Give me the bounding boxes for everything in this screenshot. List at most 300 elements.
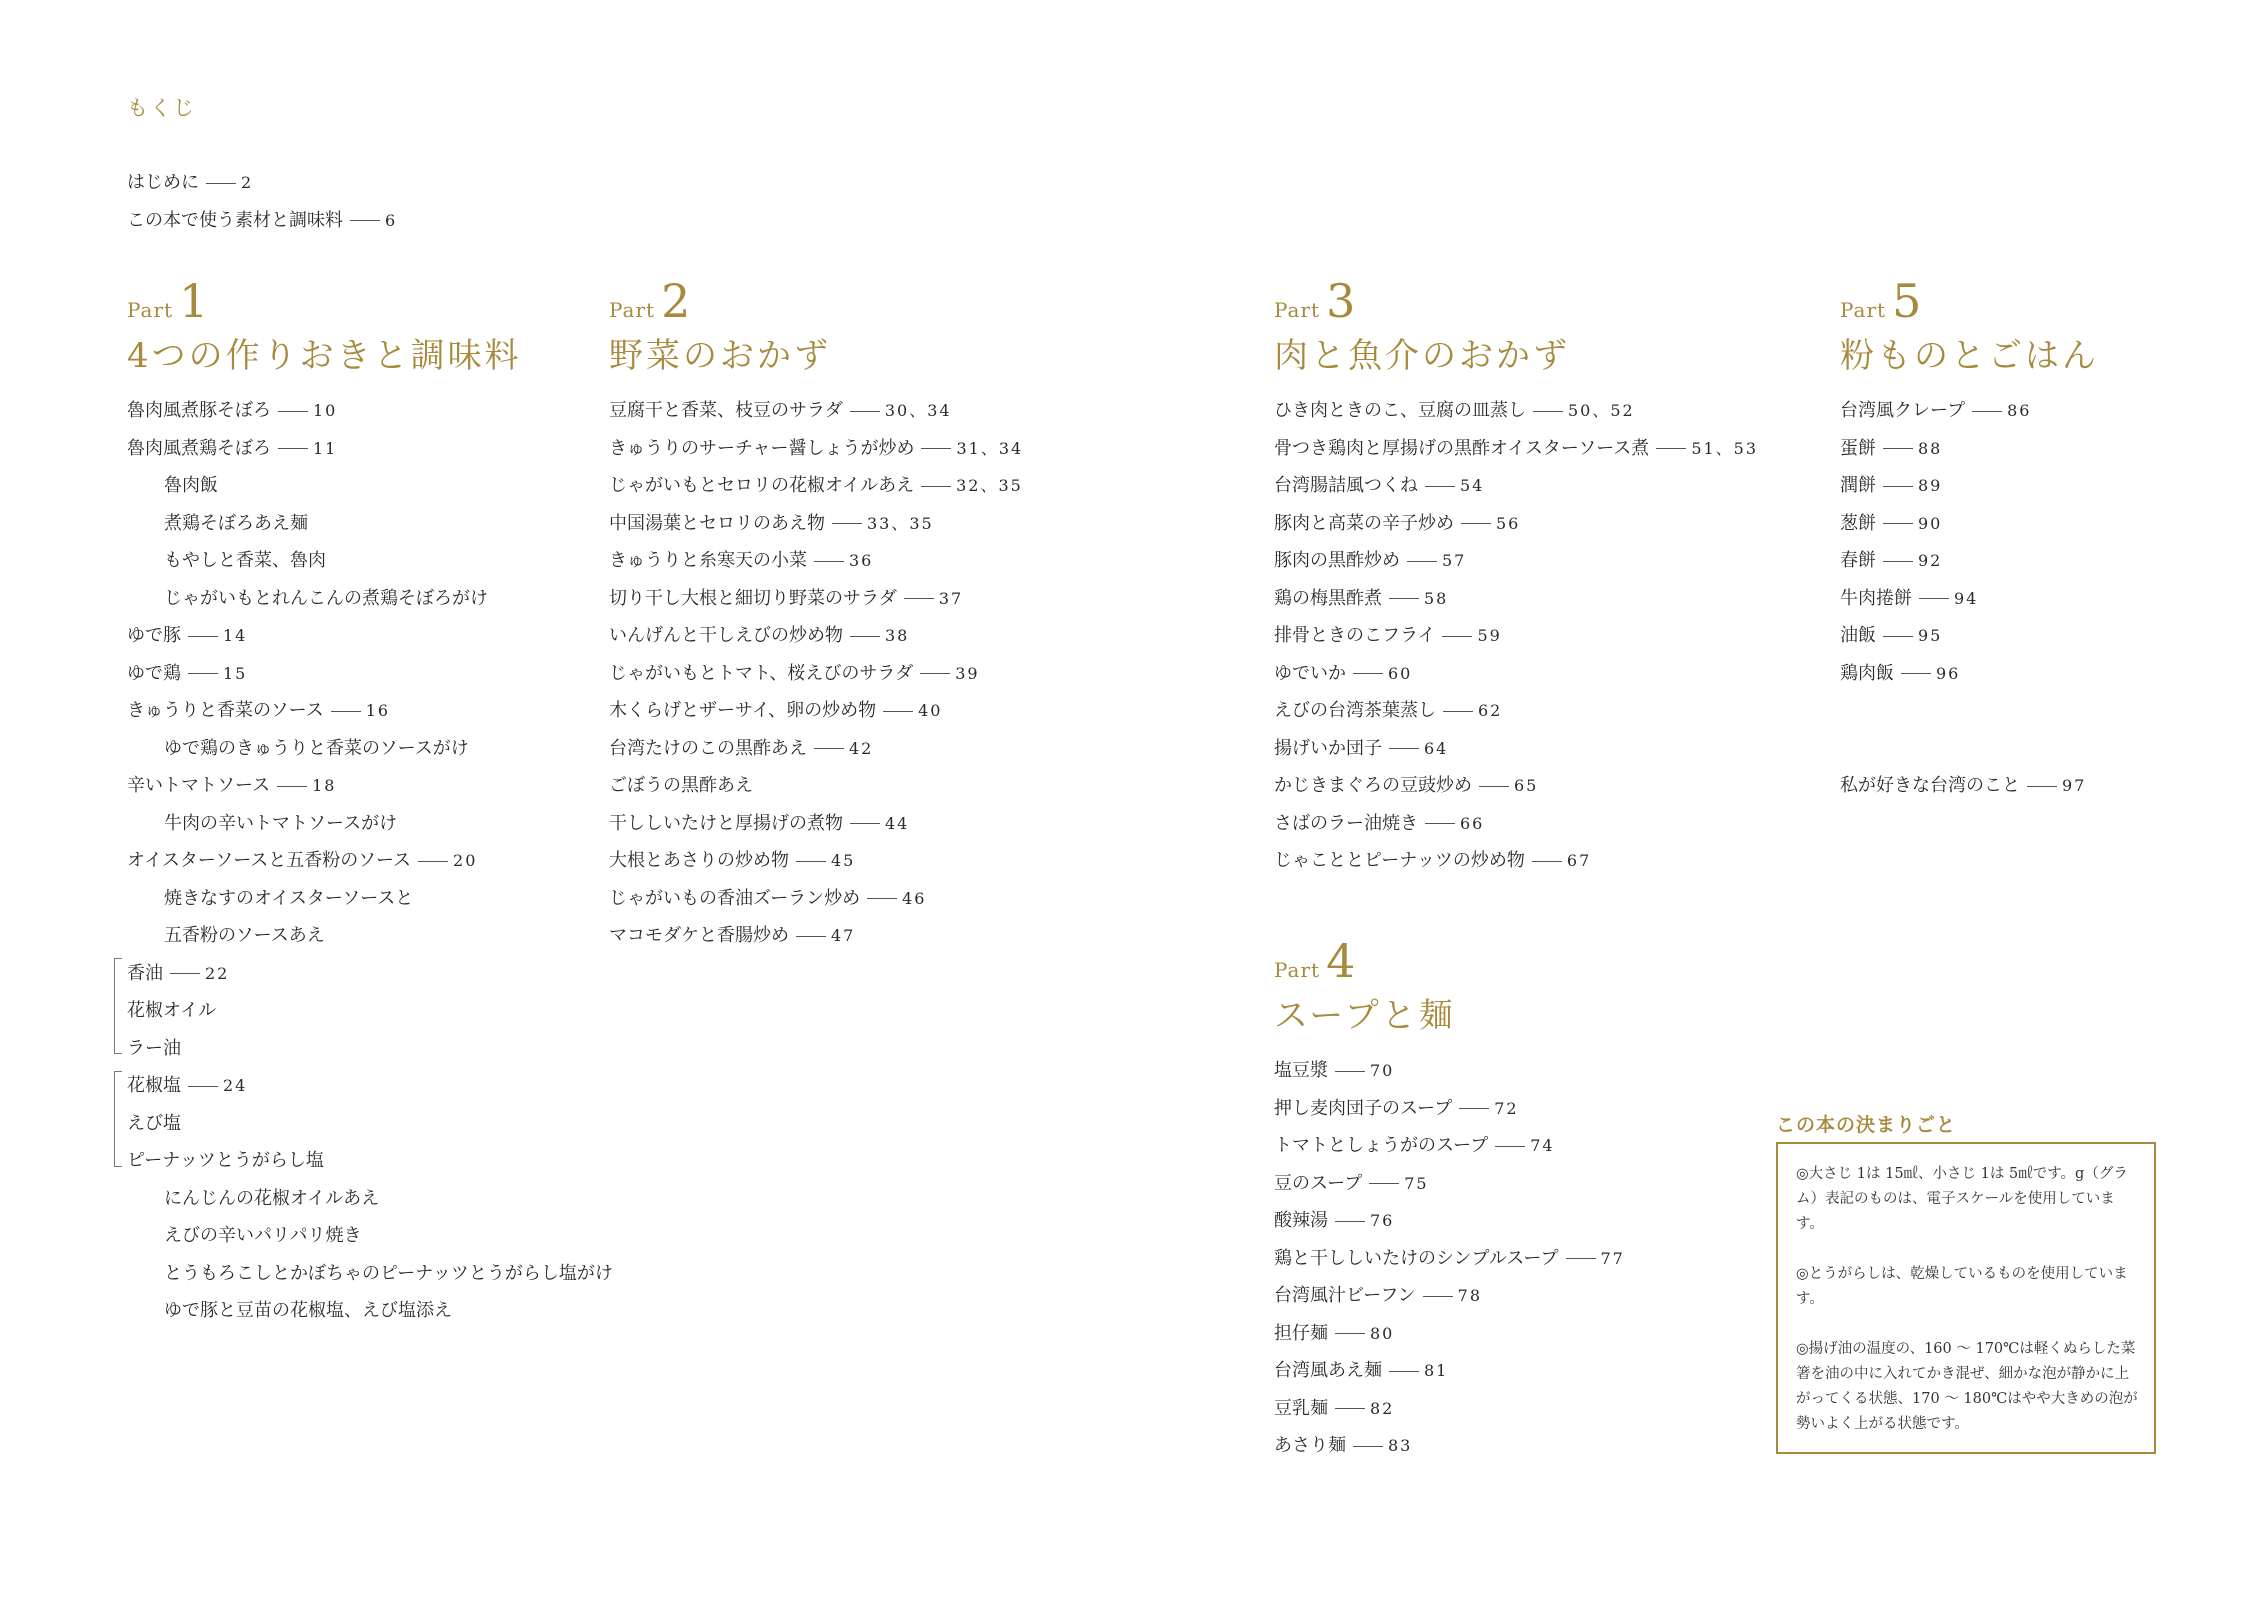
leader-line <box>278 411 308 412</box>
part-number: 5 <box>1892 274 1922 328</box>
toc-item[interactable] <box>1274 505 1758 543</box>
item-label: 押し麦肉団子のスープ <box>1274 1097 1453 1119</box>
leader-line <box>188 673 218 674</box>
toc-item[interactable] <box>609 692 1023 730</box>
item-label: ゆで豚 <box>127 625 181 646</box>
leader-line <box>1459 1108 1489 1109</box>
leader-line <box>1407 561 1437 562</box>
item-page: 22 <box>205 963 230 983</box>
rule-paragraph: ◎大さじ 1は 15㎖、小さじ 1は 5㎖です。g（グラム）表記のものは、電子スケールを使用しています。 <box>1796 1166 2128 1232</box>
extra-item[interactable] <box>1840 767 2086 805</box>
rule-paragraph: ◎揚げ油の温度の、160 〜 170℃は軽くぬらした菜箸を油の中に入れてかき混ぜ、細かな泡が静かに上がってくる状態、170 〜 180℃はやや大きめの泡が勢いよく上がる状態です。 <box>1796 1341 2138 1432</box>
leader-line <box>796 936 826 937</box>
item-page: 58 <box>1424 588 1449 608</box>
leader-line <box>1461 523 1491 524</box>
item-label: ピーナッツとうがらし塩 <box>127 1150 324 1171</box>
intro-item-preface[interactable] <box>127 164 727 202</box>
item-page: 83 <box>1388 1436 1413 1455</box>
item-page: 24 <box>223 1076 248 1095</box>
toc-item[interactable] <box>609 655 1023 693</box>
toc-item[interactable] <box>609 467 1023 505</box>
item-page: 11 <box>313 438 338 458</box>
leader-line <box>904 598 934 599</box>
toc-item[interactable] <box>1274 1127 1625 1165</box>
toc-item[interactable] <box>1274 767 1758 805</box>
toc-item[interactable] <box>1274 467 1758 505</box>
item-page: 31、34 <box>956 438 1024 458</box>
toc-item[interactable] <box>127 655 613 693</box>
item-label: ひき肉ときのこ、豆腐の皿蒸し <box>1274 400 1526 421</box>
item-page: 89 <box>1918 476 1943 495</box>
item-label: ゆで鶏 <box>127 662 181 684</box>
item-label: さばのラー油焼き <box>1274 812 1418 834</box>
item-label: 干ししいたけと厚揚げの煮物 <box>609 812 843 834</box>
item-label: もやしと香菜、魯肉 <box>164 550 326 571</box>
item-label: トマトとしょうがのスープ <box>1274 1135 1489 1156</box>
toc-item[interactable] <box>1274 1052 1625 1090</box>
part-title: 野菜のおかず <box>609 336 831 376</box>
item-page: 6 <box>385 210 398 230</box>
item-label: じゃがいもとセロリの花椒オイルあえ <box>609 475 915 496</box>
leader-line <box>1389 598 1419 599</box>
item-label: あさり麺 <box>1274 1435 1346 1456</box>
item-label: えびの辛いパリパリ焼き <box>164 1225 362 1246</box>
part-number: 4 <box>1326 934 1356 988</box>
leader-line <box>921 448 951 449</box>
part-label: Part <box>1840 298 1887 322</box>
part-label: Part <box>127 298 174 322</box>
toc-item[interactable] <box>127 955 613 993</box>
part-3-list <box>1274 392 1758 880</box>
toc-item[interactable] <box>1840 542 2031 580</box>
item-label: 切り干し大根と細切り野菜のサラダ <box>609 587 897 609</box>
item-label: 花椒オイル <box>127 1000 217 1021</box>
toc-item[interactable] <box>1274 1090 1625 1128</box>
part-1-heading <box>127 274 522 377</box>
toc-item[interactable] <box>1274 1352 1625 1390</box>
toc-item[interactable] <box>1274 692 1758 730</box>
toc-item[interactable] <box>609 805 1023 843</box>
leader-line <box>921 486 951 487</box>
item-label: 魯肉風煮鶏そぼろ <box>127 437 271 459</box>
item-label: マコモダケと香腸炒め <box>609 925 789 946</box>
part-title: 粉ものとごはん <box>1840 336 2099 376</box>
item-label: 油飯 <box>1840 625 1876 646</box>
item-page: 95 <box>1918 626 1943 645</box>
leader-line <box>1389 1371 1419 1372</box>
rule-paragraph: ◎とうがらしは、乾燥しているものを使用しています。 <box>1796 1266 2128 1307</box>
toc-item[interactable] <box>609 430 1023 468</box>
item-page: 36 <box>849 551 874 570</box>
item-label: 蛋餅 <box>1840 437 1876 459</box>
item-page: 67 <box>1566 851 1592 870</box>
item-label: じゃがいもとトマト、桜えびのサラダ <box>609 662 914 684</box>
toc-item[interactable] <box>1274 1165 1625 1203</box>
leader-line <box>1883 636 1913 637</box>
item-label: いんげんと干しえびの炒め物 <box>609 625 843 646</box>
toc-item[interactable] <box>127 1292 613 1330</box>
item-page: 81 <box>1424 1361 1449 1380</box>
item-page: 62 <box>1478 701 1503 720</box>
item-label: 私が好きな台湾のこと <box>1840 775 2020 796</box>
item-page: 88 <box>1918 438 1943 458</box>
toc-item[interactable] <box>127 1255 613 1293</box>
item-label: 台湾風汁ビーフン <box>1274 1285 1416 1306</box>
item-page: 46 <box>902 888 927 908</box>
leader-line <box>1532 861 1562 862</box>
toc-item[interactable] <box>609 730 1023 768</box>
leader-line <box>796 861 826 862</box>
item-label: とうもろこしとかぼちゃのピーナッツとうがらし塩がけ <box>164 1262 613 1284</box>
leader-line <box>814 748 844 749</box>
toc-title: もくじ <box>127 96 196 120</box>
item-page: 64 <box>1424 738 1449 758</box>
item-page: 86 <box>2007 401 2032 420</box>
item-label: 酸辣湯 <box>1274 1210 1328 1231</box>
leader-line <box>1479 786 1509 787</box>
group-bracket-salts <box>114 1071 122 1167</box>
toc-item[interactable] <box>127 730 613 768</box>
toc-item[interactable] <box>127 917 613 955</box>
item-page: 44 <box>885 813 910 833</box>
item-label: 台湾風クレープ <box>1840 400 1966 421</box>
leader-line <box>1443 711 1473 712</box>
item-page: 2 <box>241 173 254 192</box>
item-label: 排骨ときのこフライ <box>1274 625 1436 646</box>
toc-item[interactable] <box>609 617 1023 655</box>
leader-line <box>1883 523 1913 524</box>
leader-line <box>1883 448 1913 449</box>
part-number: 3 <box>1326 274 1356 328</box>
part-4-heading <box>1274 934 1456 1037</box>
item-page: 56 <box>1496 513 1521 533</box>
item-label: じゃがいもとれんこんの煮鶏そぼろがけ <box>164 587 488 609</box>
toc-item[interactable] <box>1840 392 2031 430</box>
item-label: 台湾腸詰風つくね <box>1274 475 1418 496</box>
toc-item[interactable] <box>127 542 613 580</box>
item-page: 97 <box>2062 776 2087 795</box>
extra-list <box>1840 767 2086 805</box>
item-label: 煮鶏そぼろあえ麺 <box>164 512 308 534</box>
leader-line <box>1901 673 1931 674</box>
toc-item[interactable] <box>127 805 613 843</box>
toc-item[interactable] <box>127 1067 613 1105</box>
toc-item[interactable] <box>1274 1427 1625 1465</box>
item-label: 香油 <box>127 962 163 984</box>
item-label: きゅうりと香菜のソース <box>127 700 324 721</box>
rules-title: この本の決まりごと <box>1776 1114 1957 1136</box>
item-page: 66 <box>1460 813 1485 833</box>
item-page: 76 <box>1370 1211 1395 1230</box>
leader-line <box>1353 1446 1383 1447</box>
leader-line <box>814 561 844 562</box>
item-label: 豚肉の黒酢炒め <box>1274 550 1400 571</box>
toc-item[interactable] <box>127 842 613 880</box>
toc-item[interactable] <box>127 467 613 505</box>
leader-line <box>206 183 236 184</box>
item-page: 39 <box>955 663 980 683</box>
toc-item[interactable] <box>609 580 1023 618</box>
item-page: 42 <box>849 738 874 758</box>
toc-item[interactable] <box>127 1142 613 1180</box>
leader-line <box>1389 748 1419 749</box>
leader-line <box>331 711 361 712</box>
part-label: Part <box>609 298 656 322</box>
item-label: えび塩 <box>127 1112 181 1134</box>
item-label: 辛いトマトソース <box>127 775 271 796</box>
leader-line <box>188 636 218 637</box>
part-1-list <box>127 392 613 1330</box>
toc-item[interactable] <box>127 767 613 805</box>
leader-line <box>1883 561 1913 562</box>
leader-line <box>350 220 380 221</box>
item-label: 台湾風あえ麺 <box>1274 1360 1382 1381</box>
toc-item[interactable] <box>1840 655 2031 693</box>
leader-line <box>1423 1296 1453 1297</box>
item-label: 大根とあさりの炒め物 <box>609 850 789 871</box>
item-page: 47 <box>831 926 856 945</box>
toc-item[interactable] <box>1274 580 1758 618</box>
leader-line <box>1335 1333 1365 1334</box>
toc-item[interactable] <box>1274 1390 1625 1428</box>
leader-line <box>1495 1146 1525 1147</box>
part-5-list <box>1840 392 2031 692</box>
toc-item[interactable] <box>127 392 613 430</box>
toc-item[interactable] <box>609 880 1023 918</box>
leader-line <box>418 861 448 862</box>
item-page: 32、35 <box>956 476 1023 495</box>
rules-box <box>1776 1142 2156 1454</box>
item-label: 塩豆漿 <box>1274 1060 1328 1081</box>
toc-item[interactable] <box>127 430 613 468</box>
toc-item[interactable] <box>1274 655 1758 693</box>
item-page: 72 <box>1494 1098 1519 1118</box>
part-label: Part <box>1274 298 1321 322</box>
item-label: にんじんの花椒オイルあえ <box>164 1187 380 1209</box>
item-label: オイスターソースと五香粉のソース <box>127 850 412 871</box>
item-label: 五香粉のソースあえ <box>164 925 325 946</box>
toc-item[interactable] <box>1274 730 1758 768</box>
intro-item-ingredients[interactable] <box>127 202 727 240</box>
intro-list <box>127 164 727 239</box>
item-label: 春餅 <box>1840 550 1876 571</box>
toc-item[interactable] <box>1274 542 1758 580</box>
toc-item[interactable] <box>1840 505 2031 543</box>
toc-item[interactable] <box>609 842 1023 880</box>
item-label: 魯肉飯 <box>164 475 218 496</box>
leader-line <box>1335 1221 1365 1222</box>
leader-line <box>1566 1258 1596 1259</box>
part-number: 1 <box>179 274 209 328</box>
leader-line <box>850 823 880 824</box>
part-2-heading <box>609 274 831 377</box>
item-label: この本で使う素材と調味料 <box>127 209 343 231</box>
item-page: 38 <box>885 626 910 645</box>
part-title: 4つの作りおきと調味料 <box>127 336 522 376</box>
toc-item[interactable] <box>609 392 1023 430</box>
toc-item[interactable] <box>1274 1315 1625 1353</box>
item-label: はじめに <box>127 172 199 193</box>
toc-item[interactable] <box>127 617 613 655</box>
part-3-heading <box>1274 274 1570 377</box>
part-5-heading <box>1840 274 2099 377</box>
toc-item[interactable] <box>127 1030 613 1068</box>
toc-item[interactable] <box>1840 580 2031 618</box>
item-page: 80 <box>1370 1323 1395 1343</box>
item-label: 中国湯葉とセロリのあえ物 <box>609 512 825 534</box>
part-4-list <box>1274 1052 1625 1465</box>
item-page: 65 <box>1514 776 1539 795</box>
item-label: ゆで豚と豆苗の花椒塩、えび塩添え <box>164 1300 452 1321</box>
item-label: 木くらげとザーサイ、卵の炒め物 <box>609 700 877 721</box>
item-page: 70 <box>1370 1061 1395 1080</box>
toc-item[interactable] <box>609 767 1023 805</box>
item-label: かじきまぐろの豆豉炒め <box>1274 775 1472 796</box>
leader-line <box>277 786 307 787</box>
toc-item[interactable] <box>127 1217 613 1255</box>
item-page: 92 <box>1918 551 1943 570</box>
item-label: えびの台湾茶葉蒸し <box>1274 700 1436 721</box>
part-2-list <box>609 392 1023 955</box>
leader-line <box>1919 598 1949 599</box>
item-page: 18 <box>312 776 337 795</box>
item-page: 33、35 <box>867 513 934 533</box>
item-label: 葱餅 <box>1840 512 1876 534</box>
item-page: 30、34 <box>884 401 952 420</box>
item-label: 潤餅 <box>1840 475 1876 496</box>
toc-item[interactable] <box>127 992 613 1030</box>
item-label: ゆで鶏のきゅうりと香菜のソースがけ <box>164 737 469 759</box>
toc-item[interactable] <box>127 580 613 618</box>
item-page: 74 <box>1530 1136 1555 1155</box>
leader-line <box>1425 823 1455 824</box>
part-title: スープと麺 <box>1274 996 1456 1036</box>
toc-item[interactable] <box>1274 842 1758 880</box>
item-page: 51、53 <box>1691 438 1759 458</box>
item-page: 14 <box>223 626 248 645</box>
item-label: 豚肉と高菜の辛子炒め <box>1274 512 1454 534</box>
item-label: じゃがいもの香油ズーラン炒め <box>609 887 861 909</box>
item-label: 鶏と干ししいたけのシンプルスープ <box>1274 1247 1559 1269</box>
toc-item[interactable] <box>127 1105 613 1143</box>
item-label: 花椒塩 <box>127 1075 181 1096</box>
item-label: じゃこととピーナッツの炒め物 <box>1274 850 1525 871</box>
leader-line <box>1533 411 1563 412</box>
leader-line <box>1442 636 1472 637</box>
part-title: 肉と魚介のおかず <box>1274 336 1570 376</box>
toc-item[interactable] <box>609 917 1023 955</box>
item-label: きゅうりのサーチャー醤しょうが炒め <box>609 437 915 459</box>
item-page: 94 <box>1954 588 1979 608</box>
item-page: 57 <box>1442 551 1467 570</box>
leader-line <box>850 411 880 412</box>
item-label: 魯肉風煮豚そぼろ <box>127 400 271 421</box>
leader-line <box>867 898 897 899</box>
item-page: 59 <box>1477 626 1502 645</box>
item-page: 90 <box>1918 513 1943 533</box>
toc-item[interactable] <box>1840 467 2031 505</box>
item-page: 20 <box>453 851 478 870</box>
item-page: 40 <box>918 701 943 720</box>
leader-line <box>1369 1183 1399 1184</box>
leader-line <box>1972 411 2002 412</box>
item-label: ゆでいか <box>1274 662 1346 684</box>
item-label: ラー油 <box>127 1037 181 1059</box>
leader-line <box>1656 448 1686 449</box>
item-page: 54 <box>1460 476 1485 495</box>
leader-line <box>1353 673 1383 674</box>
toc-item[interactable] <box>1274 430 1758 468</box>
leader-line <box>170 973 200 974</box>
item-label: 骨つき鶏肉と厚揚げの黒酢オイスターソース煮 <box>1274 437 1650 459</box>
leader-line <box>278 448 308 449</box>
leader-line <box>188 1086 218 1087</box>
item-label: 担仔麺 <box>1274 1322 1328 1344</box>
leader-line <box>1335 1408 1365 1409</box>
toc-item[interactable] <box>127 692 613 730</box>
part-label: Part <box>1274 958 1321 982</box>
toc-item[interactable] <box>609 542 1023 580</box>
leader-line <box>1425 486 1455 487</box>
toc-item[interactable] <box>127 880 613 918</box>
toc-item[interactable] <box>1274 1240 1625 1278</box>
item-label: 台湾たけのこの黒酢あえ <box>609 737 807 759</box>
item-page: 10 <box>313 401 338 420</box>
item-label: きゅうりと糸寒天の小菜 <box>609 550 807 571</box>
toc-item[interactable] <box>1274 617 1758 655</box>
toc-item[interactable] <box>127 1180 613 1218</box>
item-page: 78 <box>1457 1286 1483 1305</box>
item-page: 15 <box>223 663 248 683</box>
toc-item[interactable] <box>1274 392 1758 430</box>
toc-item[interactable] <box>127 505 613 543</box>
toc-item[interactable] <box>609 505 1023 543</box>
toc-item[interactable] <box>1840 617 2031 655</box>
leader-line <box>1335 1071 1365 1072</box>
leader-line <box>1883 486 1913 487</box>
toc-item[interactable] <box>1274 805 1758 843</box>
toc-item[interactable] <box>1840 430 2031 468</box>
item-label: 牛肉の辛いトマトソースがけ <box>164 812 398 834</box>
item-page: 37 <box>938 588 964 608</box>
item-page: 60 <box>1388 663 1413 683</box>
item-label: 焼きなすのオイスターソースと <box>164 887 414 909</box>
item-page: 16 <box>365 701 391 720</box>
item-page: 75 <box>1404 1173 1429 1193</box>
toc-item[interactable] <box>1274 1202 1625 1240</box>
leader-line <box>850 636 880 637</box>
item-label: 鶏肉飯 <box>1840 662 1894 684</box>
item-page: 96 <box>1936 663 1961 683</box>
item-page: 45 <box>831 851 856 870</box>
item-label: ごぼうの黒酢あえ <box>609 775 753 796</box>
group-bracket-oils <box>114 958 122 1054</box>
toc-item[interactable] <box>1274 1277 1625 1315</box>
leader-line <box>883 711 913 712</box>
part-number: 2 <box>661 274 691 328</box>
item-page: 82 <box>1370 1398 1395 1418</box>
item-label: 豆のスープ <box>1274 1172 1363 1194</box>
item-page: 77 <box>1600 1248 1625 1268</box>
item-label: 豆乳麺 <box>1274 1397 1328 1419</box>
item-label: 鶏の梅黒酢煮 <box>1274 587 1382 609</box>
item-label: 牛肉捲餅 <box>1840 587 1912 609</box>
leader-line <box>2027 786 2057 787</box>
item-label: 豆腐干と香菜、枝豆のサラダ <box>609 400 843 421</box>
item-page: 50、52 <box>1568 401 1635 420</box>
item-label: 揚げいか団子 <box>1274 737 1382 759</box>
leader-line <box>832 523 862 524</box>
